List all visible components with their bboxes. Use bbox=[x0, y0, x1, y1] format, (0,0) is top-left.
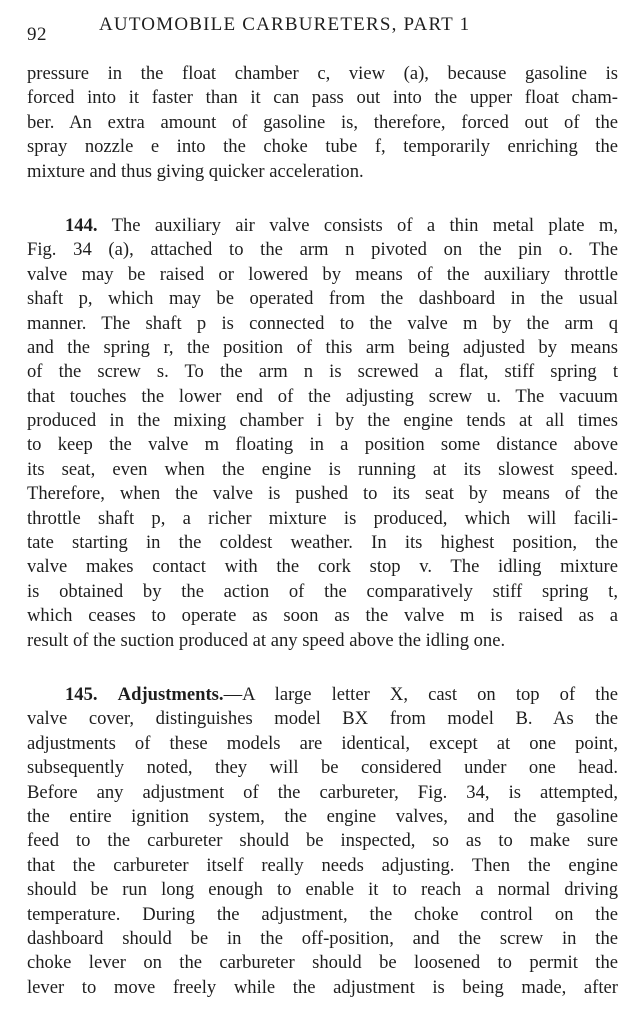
text-line: Before any adjustment of the carbureter, Fig. 34, is attempted, bbox=[27, 781, 618, 803]
paragraph-number: 145. bbox=[65, 683, 98, 705]
running-head: AUTOMOBILE CARBURETERS, PART 1 bbox=[99, 14, 471, 35]
text-run: —A large letter X, cast on top of the bbox=[223, 683, 619, 705]
text-line: the entire ignition system, the engine valves, and the gasoline bbox=[27, 805, 618, 827]
page-header bbox=[27, 8, 618, 52]
text-line: adjustments of these models are identical, except at one point, bbox=[27, 732, 618, 754]
text-line: dashboard should be in the off-position, and the screw in the bbox=[27, 927, 618, 949]
paragraph-number: 144. bbox=[65, 214, 98, 236]
text-line: ber. An extra amount of gasoline is, therefore, forced out of the bbox=[27, 111, 618, 133]
text-run: The auxiliary air valve consists of a thin metal plate m, bbox=[111, 214, 619, 236]
text-line: lever to move freely while the adjustment is being made, after bbox=[27, 976, 618, 998]
text-line: throttle shaft p, a richer mixture is produced, which will facili- bbox=[27, 507, 618, 529]
text-line: shaft p, which may be operated from the dashboard in the usual bbox=[27, 288, 618, 310]
text-line: spray nozzle e into the choke tube f, temporarily enriching the bbox=[27, 136, 618, 158]
text-line: to keep the valve m floating in a position some distance above bbox=[27, 434, 618, 456]
section-heading: Adjustments. bbox=[117, 683, 224, 705]
text-line: subsequently noted, they will be considered under one head. bbox=[27, 757, 618, 779]
paragraph-first-line bbox=[27, 683, 618, 707]
text-line: tate starting in the coldest weather. In its highest position, the bbox=[27, 532, 618, 554]
text-line: mixture and thus giving quicker acceleration. bbox=[27, 160, 364, 182]
text-line: and the spring r, the position of this arm being adjusted by means bbox=[27, 336, 618, 358]
text-line: valve cover, distinguishes model BX from model B. As the bbox=[27, 708, 618, 730]
text-line: manner. The shaft p is connected to the valve m by the arm q bbox=[27, 312, 618, 334]
text-line: its seat, even when the engine is running at its slowest speed. bbox=[27, 458, 618, 480]
text-line: that the carbureter itself really needs adjusting. Then the engine bbox=[27, 854, 618, 876]
text-line: valve makes contact with the cork stop v. The idling mixture bbox=[27, 556, 618, 578]
text-line: forced into it faster than it can pass out into the upper float cham- bbox=[27, 87, 618, 109]
text-line: of the screw s. To the arm n is screwed a flat, stiff spring t bbox=[27, 361, 618, 383]
text-line: that touches the lower end of the adjusting screw u. The vacuum bbox=[27, 385, 618, 407]
paragraph-144 bbox=[27, 214, 618, 653]
text-line: Fig. 34 (a), attached to the arm n pivoted on the pin o. The bbox=[27, 239, 618, 261]
text-line: valve may be raised or lowered by means of the auxiliary throttle bbox=[27, 263, 618, 285]
text-line: feed to the carbureter should be inspected, so as to make sure bbox=[27, 830, 618, 852]
page-number: 92 bbox=[27, 24, 47, 45]
paragraph-first-line bbox=[27, 214, 618, 238]
body-text bbox=[27, 62, 618, 1000]
text-line: pressure in the float chamber c, view (a), because gasoline is bbox=[27, 63, 618, 84]
text-line: choke lever on the carbureter should be loosened to permit the bbox=[27, 952, 618, 974]
text-line: temperature. During the adjustment, the choke control on the bbox=[27, 903, 618, 925]
text-line: produced in the mixing chamber i by the engine tends at all times bbox=[27, 410, 618, 432]
paragraph-145 bbox=[27, 683, 618, 1000]
text-line: result of the suction produced at any speed above the idling one. bbox=[27, 629, 506, 651]
paragraph-continuation bbox=[27, 62, 618, 184]
text-line: should be run long enough to enable it to reach a normal driving bbox=[27, 879, 618, 901]
text-line: Therefore, when the valve is pushed to its seat by means of the bbox=[27, 483, 618, 505]
text-line: which ceases to operate as soon as the valve m is raised as a bbox=[27, 605, 618, 627]
text-line: is obtained by the action of the comparatively stiff spring t, bbox=[27, 580, 618, 602]
